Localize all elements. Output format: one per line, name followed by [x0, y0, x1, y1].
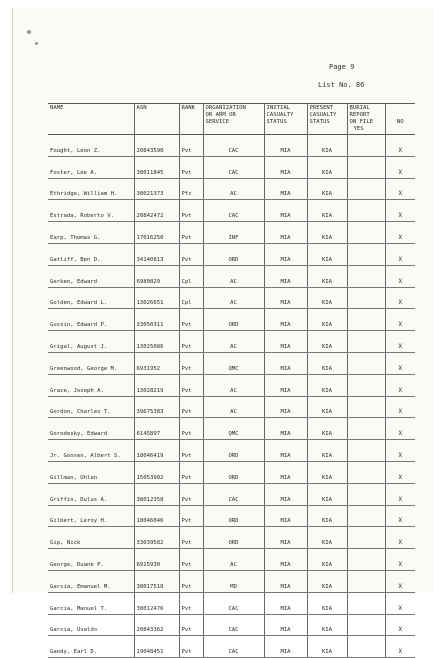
row-asn: 33050311 — [134, 309, 179, 331]
row-name: George, Duane P. — [48, 549, 134, 571]
row-burial-no: X — [385, 352, 415, 374]
row-burial-no: X — [385, 309, 415, 331]
row-burial-no: X — [385, 461, 415, 483]
table-row — [48, 178, 415, 200]
table-header-row — [48, 104, 415, 135]
row-burial-no: X — [385, 287, 415, 309]
row-present-status: KIA — [307, 570, 347, 592]
header-initial-line: INITIAL — [266, 105, 291, 111]
header-burial-yes — [347, 104, 385, 135]
row-initial-status: MIA — [264, 614, 307, 636]
row-rank: Pvt — [179, 222, 203, 244]
row-organization: ORD — [203, 527, 264, 549]
row-initial-status: MIA — [264, 331, 307, 353]
row-present-status: KIA — [307, 440, 347, 462]
row-rank: Pfc — [179, 178, 203, 200]
row-initial-status: MIA — [264, 461, 307, 483]
header-present-status — [307, 104, 347, 135]
row-organization: CAC — [203, 156, 264, 178]
row-name: Grigal, August J. — [48, 331, 134, 353]
row-name: Gilbert, Leroy H. — [48, 505, 134, 527]
header-rank: RANK — [179, 104, 203, 135]
row-burial-yes — [347, 200, 385, 222]
row-burial-no: X — [385, 440, 415, 462]
row-initial-status: MIA — [264, 418, 307, 440]
row-organization: QMC — [203, 418, 264, 440]
header-org-line: OR ARM OR — [205, 112, 236, 118]
row-name: Estrada, Roberto V. — [48, 200, 134, 222]
row-rank: Pvt — [179, 135, 203, 157]
table-row — [48, 440, 415, 462]
row-present-status: KIA — [307, 156, 347, 178]
row-present-status: KIA — [307, 636, 347, 658]
row-burial-no: X — [385, 200, 415, 222]
row-present-status: KIA — [307, 265, 347, 287]
row-present-status: KIA — [307, 352, 347, 374]
row-burial-yes — [347, 309, 385, 331]
row-asn: 18046046 — [134, 505, 179, 527]
row-initial-status: MIA — [264, 200, 307, 222]
row-burial-yes — [347, 418, 385, 440]
table-row — [48, 374, 415, 396]
row-name: Garcia, Manuel T. — [48, 592, 134, 614]
row-rank: Pvt — [179, 614, 203, 636]
row-organization: ORD — [203, 309, 264, 331]
header-name: NAME — [48, 104, 134, 135]
row-present-status: KIA — [307, 243, 347, 265]
table-row — [48, 287, 415, 309]
row-organization: AC — [203, 331, 264, 353]
row-asn: 38012358 — [134, 483, 179, 505]
row-burial-yes — [347, 570, 385, 592]
header-yes: YES — [353, 126, 364, 132]
row-burial-yes — [347, 222, 385, 244]
row-burial-no: X — [385, 570, 415, 592]
row-asn: 38011845 — [134, 156, 179, 178]
row-present-status: KIA — [307, 135, 347, 157]
row-burial-no: X — [385, 243, 415, 265]
row-burial-yes — [347, 374, 385, 396]
row-name: Gillman, Uhlan — [48, 461, 134, 483]
row-initial-status: MIA — [264, 440, 307, 462]
row-burial-no: X — [385, 222, 415, 244]
row-organization: CAC — [203, 614, 264, 636]
row-burial-yes — [347, 135, 385, 157]
row-name: Griffin, Dulus A. — [48, 483, 134, 505]
row-present-status: KIA — [307, 418, 347, 440]
row-present-status: KIA — [307, 331, 347, 353]
row-initial-status: MIA — [264, 505, 307, 527]
table-row — [48, 505, 415, 527]
row-asn: 13025086 — [134, 331, 179, 353]
row-asn: 13028219 — [134, 374, 179, 396]
row-burial-no: X — [385, 549, 415, 571]
row-burial-no: X — [385, 135, 415, 157]
row-initial-status: MIA — [264, 309, 307, 331]
list-number: List No. 86 — [318, 81, 365, 89]
row-burial-no: X — [385, 374, 415, 396]
row-present-status: KIA — [307, 549, 347, 571]
row-initial-status: MIA — [264, 636, 307, 658]
row-organization: CAC — [203, 483, 264, 505]
row-initial-status: MIA — [264, 156, 307, 178]
row-burial-no: X — [385, 636, 415, 658]
row-burial-no: X — [385, 505, 415, 527]
row-burial-yes — [347, 352, 385, 374]
header-burial-line: BURIAL REPORT — [349, 105, 370, 118]
row-organization: CAC — [203, 135, 264, 157]
row-organization: CAC — [203, 200, 264, 222]
row-present-status: KIA — [307, 592, 347, 614]
punch-hole-mark — [35, 42, 38, 45]
row-name: Garcia, Uvaldo — [48, 614, 134, 636]
row-burial-yes — [347, 592, 385, 614]
row-asn: 38017518 — [134, 570, 179, 592]
row-burial-yes — [347, 440, 385, 462]
document-page — [12, 8, 433, 656]
row-initial-status: MIA — [264, 527, 307, 549]
header-initial-line: STATUS — [266, 119, 287, 125]
row-rank: Pvt — [179, 396, 203, 418]
row-burial-no: X — [385, 592, 415, 614]
row-burial-yes — [347, 156, 385, 178]
row-rank: Cpl — [179, 265, 203, 287]
row-burial-yes — [347, 331, 385, 353]
row-rank: Pvt — [179, 549, 203, 571]
table-row — [48, 418, 415, 440]
row-initial-status: MIA — [264, 483, 307, 505]
row-name: Earp, Thomas G. — [48, 222, 134, 244]
row-name: Gandy, Earl D. — [48, 636, 134, 658]
row-rank: Pvt — [179, 331, 203, 353]
table-row — [48, 570, 415, 592]
row-rank: Pvt — [179, 418, 203, 440]
table-row — [48, 265, 415, 287]
row-rank: Pvt — [179, 592, 203, 614]
row-burial-yes — [347, 527, 385, 549]
table-row — [48, 614, 415, 636]
row-asn: 6931952 — [134, 352, 179, 374]
row-asn: 20843590 — [134, 135, 179, 157]
table-row — [48, 135, 415, 157]
row-present-status: KIA — [307, 396, 347, 418]
table-row — [48, 243, 415, 265]
row-organization: AC — [203, 178, 264, 200]
table-row — [48, 549, 415, 571]
row-burial-yes — [347, 636, 385, 658]
row-rank: Pvt — [179, 156, 203, 178]
table-row — [48, 592, 415, 614]
row-initial-status: MIA — [264, 287, 307, 309]
row-organization: AC — [203, 374, 264, 396]
header-burial-line: ON FILE — [349, 119, 374, 125]
row-initial-status: MIA — [264, 352, 307, 374]
row-burial-yes — [347, 483, 385, 505]
row-burial-yes — [347, 461, 385, 483]
row-burial-no: X — [385, 418, 415, 440]
table-row — [48, 222, 415, 244]
row-name: Gip, Nick — [48, 527, 134, 549]
row-burial-yes — [347, 396, 385, 418]
row-asn: 17016250 — [134, 222, 179, 244]
row-asn: 6145897 — [134, 418, 179, 440]
header-burial-no — [385, 104, 415, 135]
row-name: Ethridge, William H. — [48, 178, 134, 200]
row-organization: INF — [203, 222, 264, 244]
row-initial-status: MIA — [264, 222, 307, 244]
row-present-status: KIA — [307, 309, 347, 331]
row-initial-status: MIA — [264, 549, 307, 571]
row-burial-no: X — [385, 614, 415, 636]
row-initial-status: MIA — [264, 592, 307, 614]
row-burial-no: X — [385, 156, 415, 178]
header-asn: ASN — [134, 104, 179, 135]
row-name: Gatliff, Ben D. — [48, 243, 134, 265]
row-asn: 20842472 — [134, 200, 179, 222]
row-rank: Pvt — [179, 440, 203, 462]
row-burial-no: X — [385, 178, 415, 200]
row-burial-yes — [347, 614, 385, 636]
table-row — [48, 461, 415, 483]
table-row — [48, 636, 415, 658]
row-present-status: KIA — [307, 178, 347, 200]
row-name: Gussin, Edward P. — [48, 309, 134, 331]
row-rank: Cpl — [179, 287, 203, 309]
row-rank: Pvt — [179, 200, 203, 222]
row-burial-yes — [347, 243, 385, 265]
page-number: Page 9 — [329, 63, 355, 71]
casualty-table-body — [48, 135, 415, 658]
row-name: Gordon, Charles T. — [48, 396, 134, 418]
row-initial-status: MIA — [264, 570, 307, 592]
row-name: Grace, Joseph A. — [48, 374, 134, 396]
row-present-status: KIA — [307, 483, 347, 505]
table-row — [48, 483, 415, 505]
row-name: Fought, Leon Z. — [48, 135, 134, 157]
row-organization: ORD — [203, 461, 264, 483]
header-organization — [203, 104, 264, 135]
row-present-status: KIA — [307, 505, 347, 527]
row-asn: 19048451 — [134, 636, 179, 658]
row-organization: CAC — [203, 592, 264, 614]
row-organization: QMC — [203, 352, 264, 374]
row-organization: AC — [203, 549, 264, 571]
row-asn: 6915930 — [134, 549, 179, 571]
row-burial-no: X — [385, 527, 415, 549]
header-present-line: PRESENT — [309, 105, 334, 111]
row-present-status: KIA — [307, 614, 347, 636]
header-initial-line: CASUALTY — [266, 112, 294, 118]
row-rank: Pvt — [179, 374, 203, 396]
row-burial-yes — [347, 265, 385, 287]
row-burial-yes — [347, 505, 385, 527]
row-present-status: KIA — [307, 200, 347, 222]
row-initial-status: MIA — [264, 243, 307, 265]
row-rank: Pvt — [179, 636, 203, 658]
table-row — [48, 309, 415, 331]
row-name: Gorodesky, Edward — [48, 418, 134, 440]
row-burial-yes — [347, 549, 385, 571]
row-asn: 20843362 — [134, 614, 179, 636]
row-present-status: KIA — [307, 222, 347, 244]
row-initial-status: MIA — [264, 396, 307, 418]
table-row — [48, 200, 415, 222]
row-rank: Pvt — [179, 461, 203, 483]
table-row — [48, 331, 415, 353]
row-initial-status: MIA — [264, 135, 307, 157]
header-org-line: ORGANIZATION — [205, 105, 246, 111]
row-name: Jr. Goosen, Albert S. — [48, 440, 134, 462]
row-burial-no: X — [385, 396, 415, 418]
row-initial-status: MIA — [264, 178, 307, 200]
header-no: NO — [396, 119, 404, 125]
row-name: Golden, Edward L. — [48, 287, 134, 309]
header-present-line: CASUALTY — [309, 112, 337, 118]
row-present-status: KIA — [307, 527, 347, 549]
row-organization: AC — [203, 287, 264, 309]
row-asn: 33039582 — [134, 527, 179, 549]
table-row — [48, 352, 415, 374]
row-organization: AC — [203, 396, 264, 418]
row-organization: MD — [203, 570, 264, 592]
row-initial-status: MIA — [264, 374, 307, 396]
row-name: Greenwood, George M. — [48, 352, 134, 374]
row-asn: 34140813 — [134, 243, 179, 265]
row-organization: ORD — [203, 440, 264, 462]
table-row — [48, 396, 415, 418]
punch-hole-mark — [27, 30, 31, 34]
row-burial-no: X — [385, 265, 415, 287]
row-asn: 18046419 — [134, 440, 179, 462]
row-rank: Pvt — [179, 505, 203, 527]
row-name: Foster, Lee A. — [48, 156, 134, 178]
header-initial-status — [264, 104, 307, 135]
table-row — [48, 156, 415, 178]
table-row — [48, 527, 415, 549]
row-organization: CAC — [203, 636, 264, 658]
row-present-status: KIA — [307, 287, 347, 309]
row-asn: 38021373 — [134, 178, 179, 200]
row-name: Garcia, Emanuel M. — [48, 570, 134, 592]
row-name: Gerken, Edward — [48, 265, 134, 287]
row-rank: Pvt — [179, 309, 203, 331]
row-organization: ORD — [203, 243, 264, 265]
row-asn: 39675383 — [134, 396, 179, 418]
header-present-line: STATUS — [309, 119, 330, 125]
row-burial-no: X — [385, 331, 415, 353]
row-asn: 15053902 — [134, 461, 179, 483]
row-rank: Pvt — [179, 570, 203, 592]
row-asn: 13026651 — [134, 287, 179, 309]
row-present-status: KIA — [307, 461, 347, 483]
row-burial-yes — [347, 287, 385, 309]
row-initial-status: MIA — [264, 265, 307, 287]
row-rank: Pvt — [179, 527, 203, 549]
row-organization: AC — [203, 265, 264, 287]
row-rank: Pvt — [179, 243, 203, 265]
casualty-table — [48, 103, 415, 658]
row-asn: 6980829 — [134, 265, 179, 287]
row-rank: Pvt — [179, 483, 203, 505]
row-rank: Pvt — [179, 352, 203, 374]
row-burial-no: X — [385, 483, 415, 505]
row-present-status: KIA — [307, 374, 347, 396]
row-burial-yes — [347, 178, 385, 200]
row-organization: ORD — [203, 505, 264, 527]
row-asn: 38012476 — [134, 592, 179, 614]
header-org-line: SERVICE — [205, 119, 230, 125]
